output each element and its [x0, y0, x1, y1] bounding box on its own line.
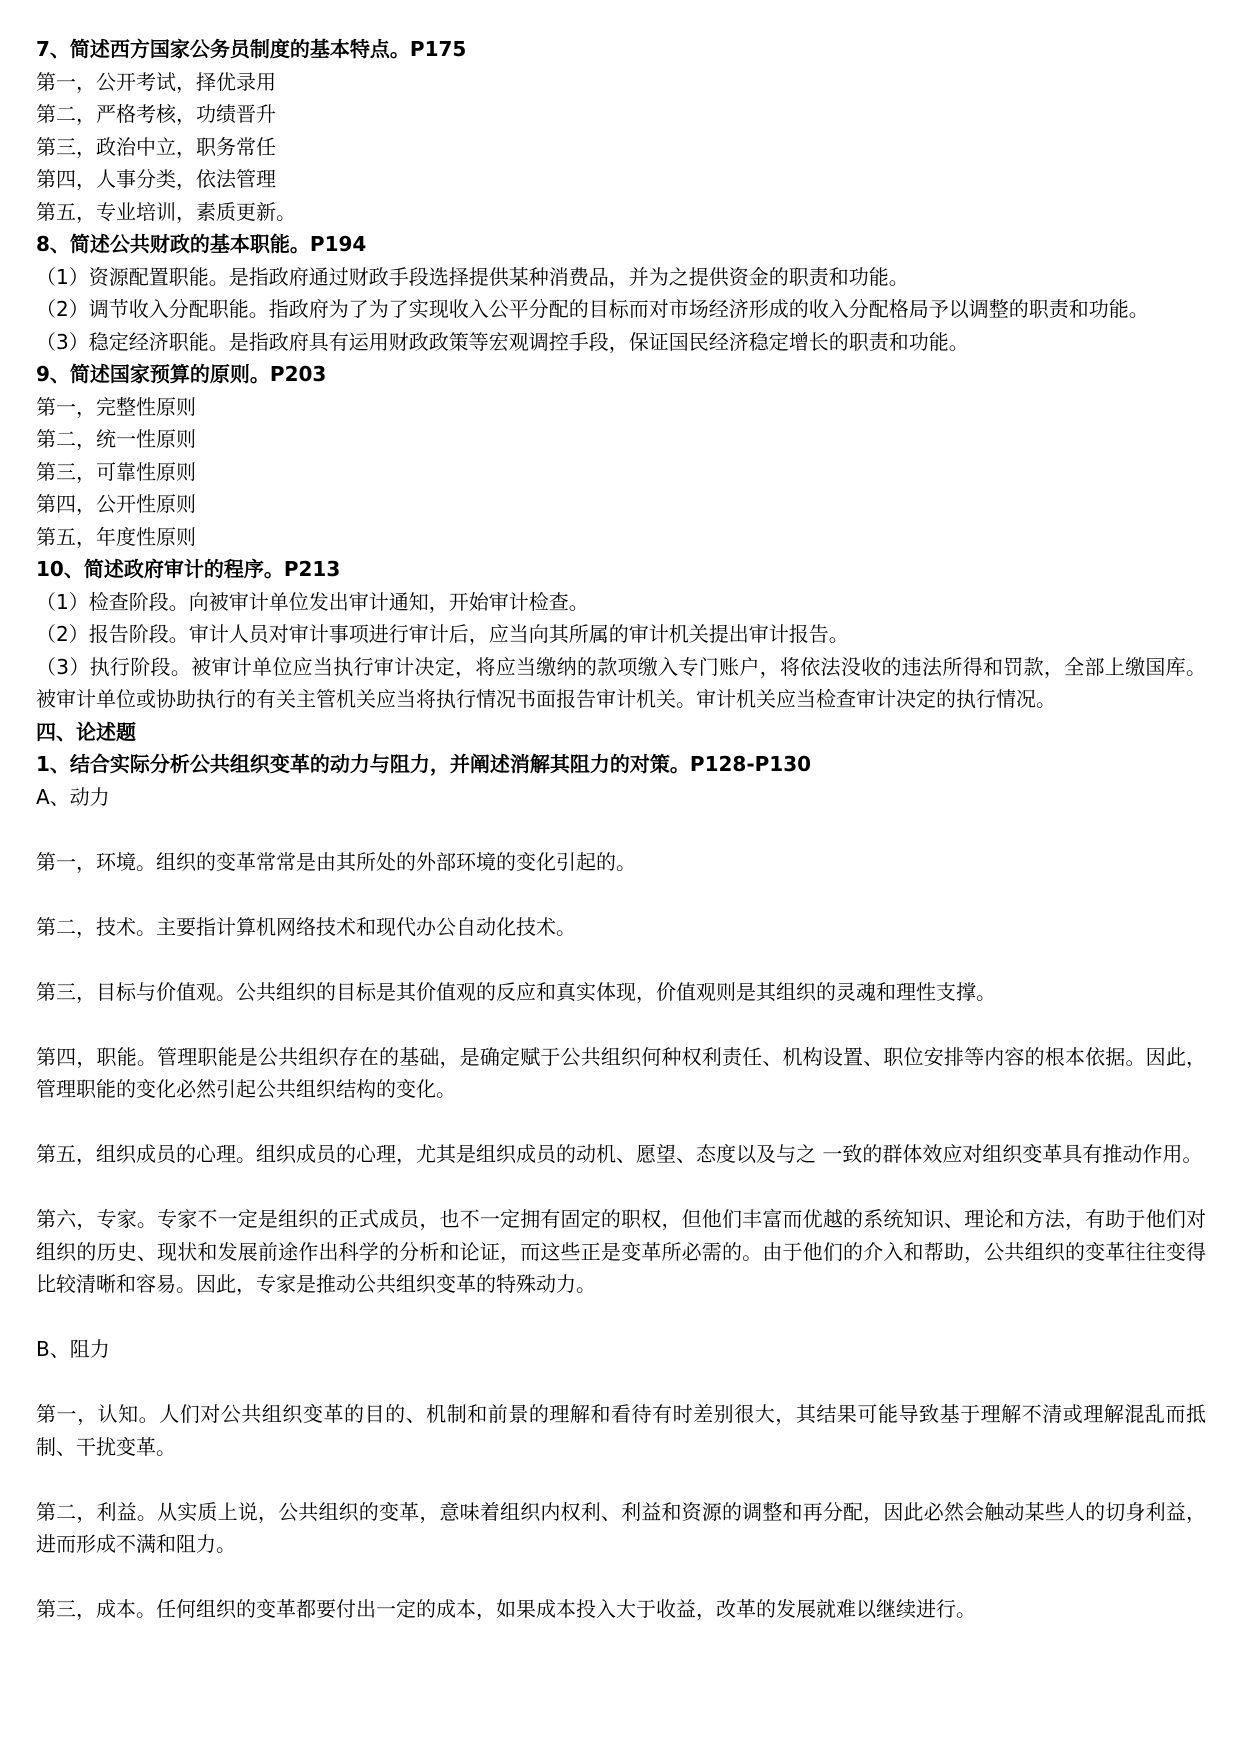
text-line: 第一，完整性原则: [36, 394, 196, 419]
blank-line: [36, 813, 1206, 846]
text-line: 第二，利益。从实质上说，公共组织的变革，意味着组织内权利、利益和资源的调整和再分配，因此必然会触动某些人的切身利益，进而形成不满和阻力。: [36, 1499, 1206, 1556]
text-line: 第四，职能。管理职能是公共组织存在的基础，是确定赋于公共组织何种权利责任、机构设置、职位安排等内容的根本依据。因此，管理职能的变化必然引起公共组织结构的变化。: [36, 1044, 1206, 1101]
blank-line: [36, 878, 1206, 911]
text-line: （3）执行阶段。被审计单位应当执行审计决定，将应当缴纳的款项缴入专门账户，将依法没收的违法所得和罚款，全部上缴国库。被审计单位或协助执行的有关主管机关应当将执行情况书面报告审计机关。审计机关应当检查审计决定的执行情况。: [36, 654, 1206, 711]
section-heading: 8、简述公共财政的基本职能。P194: [36, 232, 367, 256]
text-line: （1）检查阶段。向被审计单位发出审计通知，开始审计检查。: [36, 589, 589, 614]
text-line: 第四，公开性原则: [36, 492, 196, 516]
text-line: （3）稳定经济职能。是指政府具有运用财政政策等宏观调控手段，保证国民经济稳定增长的职责和功能。: [36, 329, 969, 354]
text-line: 第六，专家。专家不一定是组织的正式成员，也不一定拥有固定的职权，但他们丰富而优越的系统知识、理论和方法，有助于他们对组织的历史、现状和发展前途作出科学的分析和论证，而这些正是变革所必需的。由于他们的介入和帮助，公共组织的变革往往变得比较清晰和容易。因此，专家是推动公共组织变革的特殊动力。: [36, 1207, 1206, 1296]
text-line: （2）调节收入分配职能。指政府为了为了实现收入公平分配的目标而对市场经济形成的收入分配格局予以调整的职责和功能。: [36, 297, 1149, 321]
text-line: B、阻力: [36, 1337, 110, 1361]
blank-line: [36, 943, 1206, 976]
text-line: （2）报告阶段。审计人员对审计事项进行审计后，应当向其所属的审计机关提出审计报告。: [36, 622, 849, 646]
text-line: 第三，目标与价值观。公共组织的目标是其价值观的反应和真实体现，价值观则是其组织的灵魂和理性支撑。: [36, 979, 996, 1004]
text-line: 第一，认知。人们对公共组织变革的目的、机制和前景的理解和看待有时差别很大，其结果可能导致基于理解不清或理解混乱而抵制、干扰变革。: [36, 1402, 1206, 1459]
blank-line: [36, 1301, 1206, 1334]
blank-line: [36, 1008, 1206, 1041]
text-line: （1）资源配置职能。是指政府通过财政手段选择提供某种消费品，并为之提供资金的职责和功能。: [36, 264, 909, 289]
text-line: 第五，组织成员的心理。组织成员的心理，尤其是组织成员的动机、愿望、态度以及与之 一致的群体效应对组织变革具有推动作用。: [36, 1142, 1203, 1166]
text-line: 第二，严格考核，功绩晋升: [36, 102, 276, 126]
text-line: 第二，技术。主要指计算机网络技术和现代办公自动化技术。: [36, 914, 576, 939]
blank-line: [36, 1561, 1206, 1594]
section-heading: 9、简述国家预算的原则。P203: [36, 362, 327, 386]
text-line: 第一，环境。组织的变革常常是由其所处的外部环境的变化引起的。: [36, 849, 636, 874]
section-heading: 1、结合实际分析公共组织变革的动力与阻力，并阐述消解其阻力的对策。P128-P130: [36, 752, 812, 776]
text-line: 第三，政治中立，职务常任: [36, 134, 276, 159]
text-line: 第四，人事分类，依法管理: [36, 167, 276, 191]
text-line: 第五，年度性原则: [36, 524, 196, 549]
section-heading: 7、简述西方国家公务员制度的基本特点。P175: [36, 37, 467, 61]
section-heading: 四、论述题: [36, 719, 136, 744]
text-line: 第一，公开考试，择优录用: [36, 69, 276, 94]
blank-line: [36, 1106, 1206, 1139]
section-heading: 10、简述政府审计的程序。P213: [36, 557, 341, 581]
text-line: 第三，成本。任何组织的变革都要付出一定的成本，如果成本投入大于收益，改革的发展就难以继续进行。: [36, 1597, 976, 1621]
text-line: 第二，统一性原则: [36, 427, 196, 451]
blank-line: [36, 1366, 1206, 1399]
blank-line: [36, 1171, 1206, 1204]
text-line: A、动力: [36, 784, 110, 809]
text-line: 第三，可靠性原则: [36, 459, 196, 484]
blank-line: [36, 1463, 1206, 1496]
text-line: 第五，专业培训，素质更新。: [36, 199, 296, 224]
document-page: [36, 33, 1206, 1626]
